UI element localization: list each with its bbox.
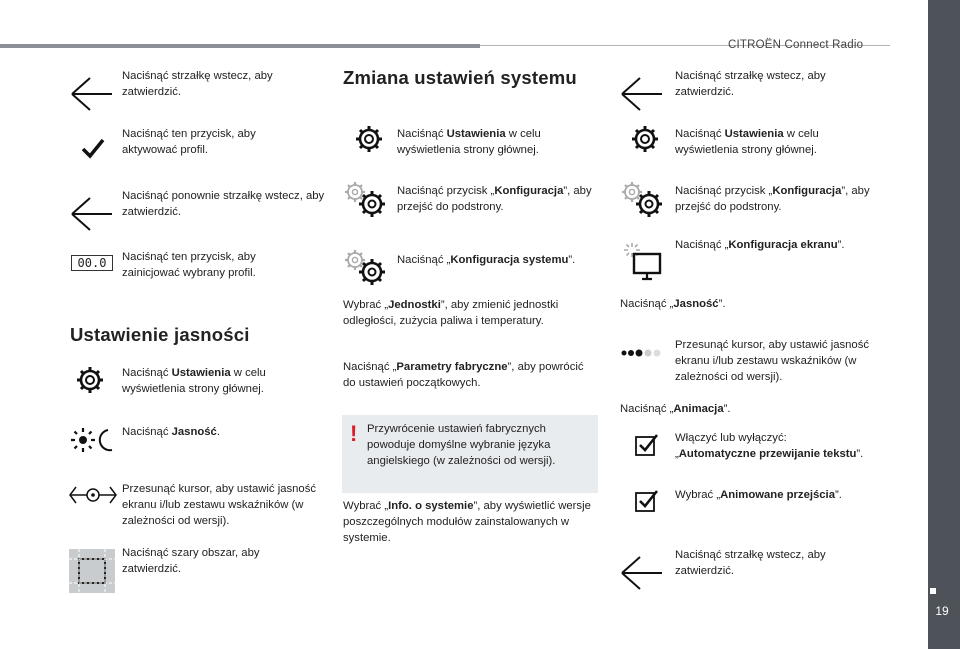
r-brightness-text: Naciśnąć „Jasność”.	[620, 298, 726, 310]
back-arrow-icon	[618, 74, 666, 114]
settings-gear-icon	[354, 124, 384, 154]
gray-area-icon	[69, 549, 115, 593]
r-row4-text: Naciśnąć „Konfiguracja ekranu”.	[675, 239, 845, 251]
b-row2-text: Naciśnąć Jasność.	[122, 426, 220, 438]
s-info-text: Wybrać „Info. o systemie”, aby wyświetlić wersje poszczególnych modułów zainstalowanych w systemie.	[343, 500, 591, 544]
warning-icon: !	[350, 421, 358, 446]
side-band	[928, 0, 960, 649]
configuration-icon	[620, 180, 666, 220]
c1-row3-text: Naciśnąć ponownie strzałkę wstecz, aby zatwierdzić.	[122, 190, 325, 218]
b-row4-text: Naciśnąć szary obszar, aby zatwierdzić.	[122, 547, 260, 575]
r-row1-text: Naciśnąć strzałkę wstecz, aby zatwierdzić.	[675, 70, 826, 98]
init-profile-button[interactable]: 00.0	[71, 255, 113, 271]
c1-row2-text: Naciśnąć ten przycisk, aby aktywować profil.	[122, 128, 256, 156]
r-row6-text: Włączyć lub wyłączyć: „Automatyczne przewijanie tekstu”.	[675, 432, 864, 460]
slider-icon	[68, 483, 118, 507]
r-row3-text: Naciśnąć przycisk „Konfiguracja”, aby przejść do podstrony.	[675, 185, 870, 213]
settings-gear-icon	[630, 124, 660, 154]
c1-row1-text: Naciśnąć strzałkę wstecz, aby zatwierdzić.	[122, 70, 273, 98]
s-factory-text: Naciśnąć „Parametry fabryczne”, aby powrócić do ustawień początkowych.	[343, 361, 584, 389]
r-row5-text: Przesunąć kursor, aby ustawić jasność ekranu i/lub zestawu wskaźników (w zależności od wersji).	[675, 339, 870, 383]
back-arrow-icon	[618, 553, 666, 593]
r-animation-text: Naciśnąć „Animacja”.	[620, 403, 731, 415]
brightness-heading: Ustawienie jasności	[70, 324, 250, 345]
settings-gear-icon	[75, 365, 105, 395]
checkbox-checked-icon[interactable]	[633, 488, 659, 514]
s-units-text: Wybrać „Jednostki”, aby zmienić jednostki odległości, zużycia paliwa i temperatury.	[343, 299, 559, 327]
configuration-icon	[343, 180, 389, 220]
checkbox-checked-icon[interactable]	[633, 432, 659, 458]
brightness-level-icon	[620, 347, 664, 359]
header-rule	[0, 44, 480, 48]
b-row3-text: Przesunąć kursor, aby ustawić jasność ekranu i/lub zestawu wskaźników (w zależności od wersji).	[122, 483, 317, 527]
side-marker	[930, 588, 936, 594]
back-arrow-icon	[68, 74, 116, 114]
s-row3-text: Naciśnąć „Konfiguracja systemu”.	[397, 254, 576, 266]
r-row7-text: Wybrać „Animowane przejścia”.	[675, 489, 842, 501]
page-number: 19	[935, 604, 949, 618]
c1-row4-text: Naciśnąć ten przycisk, aby zainicjować wybrany profil.	[122, 251, 256, 279]
s-row2-text: Naciśnąć przycisk „Konfiguracja”, aby przejść do podstrony.	[397, 185, 592, 213]
back-arrow-icon	[68, 194, 116, 234]
header-title: CITROËN Connect Radio	[728, 39, 864, 51]
r-row2-text: Naciśnąć Ustawienia w celu wyświetlenia strony głównej.	[675, 128, 819, 156]
b-row1-text: Naciśnąć Ustawienia w celu wyświetlenia strony głównej.	[122, 367, 266, 395]
system-configuration-icon	[343, 248, 389, 288]
screen-configuration-icon	[620, 240, 666, 282]
brightness-icon	[70, 426, 116, 454]
checkmark-icon	[80, 135, 106, 161]
r-row8-text: Naciśnąć strzałkę wstecz, aby zatwierdzić.	[675, 549, 826, 577]
system-heading: Zmiana ustawień systemu	[343, 67, 577, 88]
s-row1-text: Naciśnąć Ustawienia w celu wyświetlenia strony głównej.	[397, 128, 541, 156]
warning-text: Przywrócenie ustawień fabrycznych powoduje domyślne wybranie języka angielskiego (w zależności od wersji).	[367, 423, 556, 467]
